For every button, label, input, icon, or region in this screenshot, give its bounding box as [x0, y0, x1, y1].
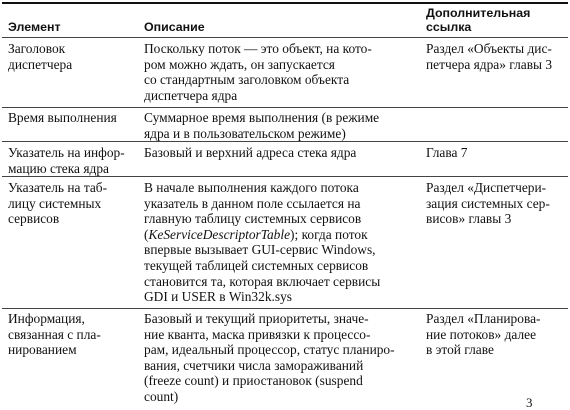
- row5-element: Информация, связанная с пла- нированием: [8, 311, 101, 358]
- row3-element: Указатель на инфор- мацию стека ядра: [8, 145, 125, 176]
- page-number-fragment: 3: [526, 395, 533, 410]
- row-rule: [2, 141, 568, 142]
- row4-description-italic: KeServiceDescriptorTable: [148, 226, 291, 242]
- row4-description-part2: ); когда поток впервые вызывает GUI-сервис Windows, текущей таблицей системных сервисов становится та, которая включает сервисы GDI и USER в Win32k.sys: [144, 226, 381, 305]
- row-rule: [2, 176, 568, 177]
- row-rule: [2, 107, 568, 108]
- row5-reference: Раздел «Планирова- ние потоков» далее в этой главе: [426, 311, 541, 358]
- row-rule: [2, 308, 568, 309]
- row4-reference: Раздел «Диспетчери- зация системных сер- висов» главы 3: [426, 180, 550, 227]
- row5-description: Базовый и текущий приоритеты, значе- ние кванта, маска привязки к процессо- рам, идеальный процессор, статус планиро- вания, счетчики числа замораживаний (freeze count) и приостановок (suspend count): [144, 311, 395, 404]
- column-header-reference: Дополнительная ссылка: [426, 6, 531, 34]
- column-header-element: Элемент: [8, 20, 61, 34]
- column-header-description: Описание: [144, 20, 205, 34]
- row3-description: Базовый и верхний адреса стека ядра: [144, 145, 357, 160]
- row2-description: Суммарное время выполнения (в режиме ядра и в пользовательском режиме): [144, 110, 380, 141]
- row2-element: Время выполнения: [8, 110, 117, 125]
- row1-reference: Раздел «Объекты дис- петчера ядра» главы 3: [426, 41, 553, 72]
- row4-description: [144, 180, 380, 305]
- row3-reference: Глава 7: [426, 145, 468, 160]
- row1-element: Заголовок диспетчера: [8, 41, 73, 72]
- row4-element: Указатель на таб- лицу системных сервисов: [8, 180, 108, 227]
- table-top-rule: [2, 2, 568, 4]
- row4-description-part1: В начале выполнения каждого потока указатель в данном поле ссылается на главную таблицу системных сервисов (: [144, 180, 362, 242]
- header-rule: [2, 37, 568, 38]
- row1-description: Поскольку поток — это объект, на кото- ром можно ждать, он запускается со стандартным заголовком объекта диспетчера ядра: [144, 41, 372, 103]
